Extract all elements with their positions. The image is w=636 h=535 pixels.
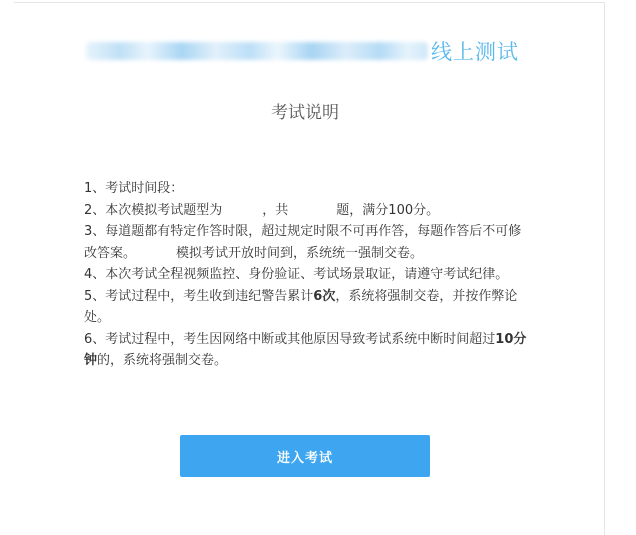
top-divider bbox=[14, 2, 604, 3]
instruction-item: 6、考试过程中，考生因网络中断或其他原因导致考试系统中断时间超过10分钟的，系统将强制交卷。 bbox=[84, 331, 527, 368]
right-divider bbox=[604, 2, 605, 535]
exam-title-suffix: 线上测试 bbox=[431, 40, 519, 64]
page-subtitle: 考试说明 bbox=[271, 103, 339, 123]
instruction-item: 4、本次考试全程视频监控、身份验证、考试场景取证，请遵守考试纪律。 bbox=[84, 267, 509, 282]
exam-instructions bbox=[84, 178, 532, 372]
instruction-item: 3、每道题都有特定作答时限，超过规定时限不可再作答，每题作答后不可修改答案。 模拟考试开放时间到，系统统一强制交卷。 bbox=[84, 224, 522, 261]
instruction-item: 2、本次模拟考试题型为 ，共 题，满分100分。 bbox=[84, 202, 440, 218]
instruction-item: 5、考试过程中，考生收到违纪警告累计6次，系统将强制交卷，并按作弊论处。 bbox=[84, 288, 518, 325]
redacted-exam-name bbox=[86, 42, 428, 60]
exam-title bbox=[86, 34, 519, 68]
enter-exam-button[interactable]: 进入考试 bbox=[180, 435, 430, 477]
instruction-item: 1、考试时间段： bbox=[84, 181, 184, 196]
